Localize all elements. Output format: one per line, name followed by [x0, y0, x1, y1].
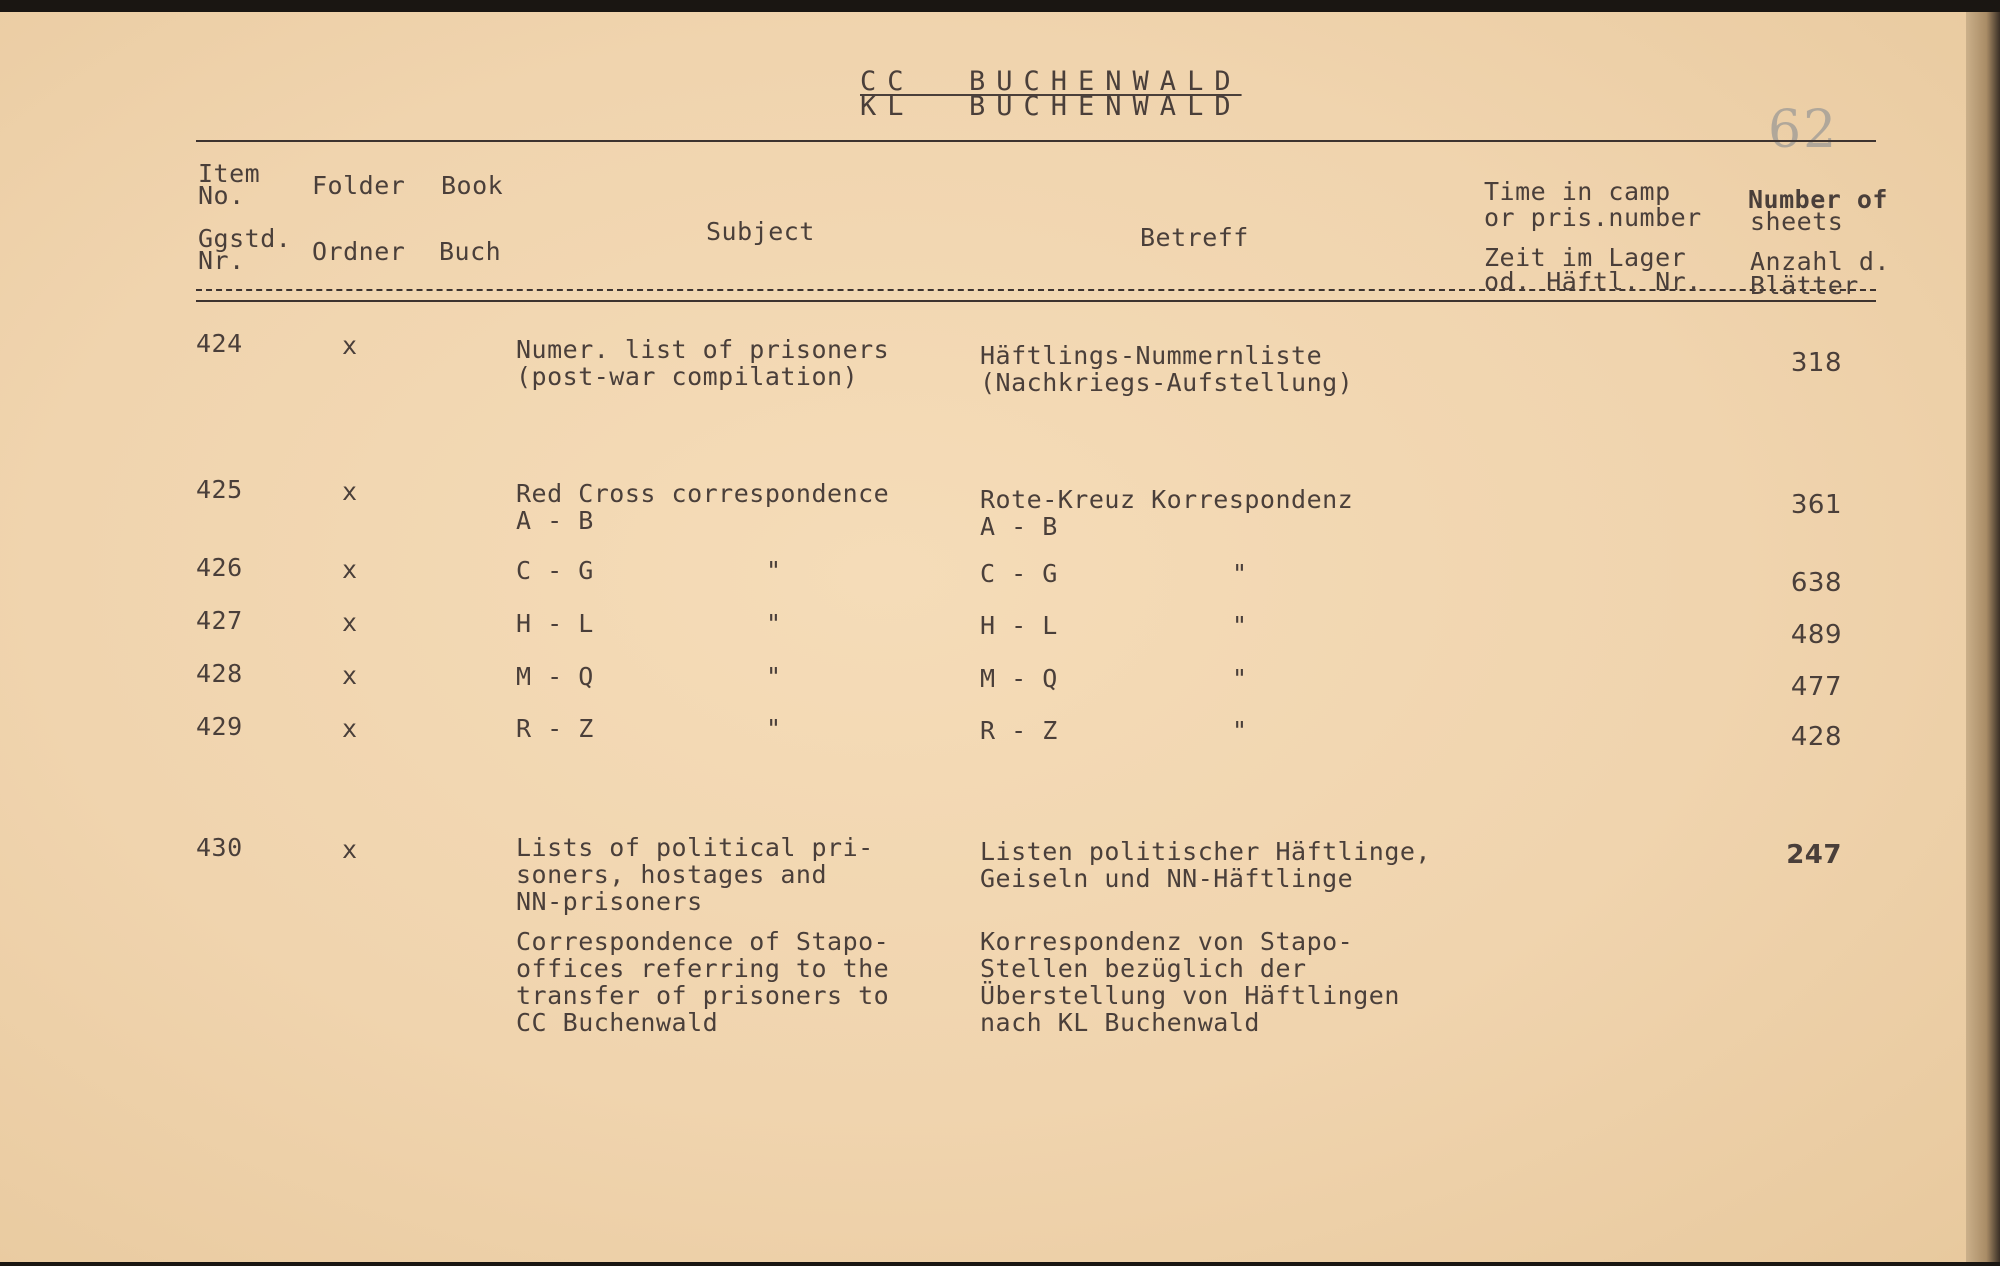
col-folder-en: Folder	[312, 171, 406, 200]
betreff-text: C - G	[980, 559, 1058, 588]
betreff-ditto: "	[1232, 559, 1248, 588]
item-number: 429	[196, 712, 243, 741]
col-sheets-de-2: Blätter	[1750, 271, 1859, 300]
subject-text: Lists of political pri- soners, hostages and NN-prisoners	[516, 833, 874, 916]
page-number: 62	[1768, 100, 1839, 160]
betreff-text: M - Q	[980, 664, 1058, 693]
col-sheets-de-1: Anzahl d.	[1750, 247, 1890, 276]
folder-mark: x	[342, 477, 358, 506]
col-subject: Subject	[706, 217, 815, 246]
col-folder-de: Ordner	[312, 237, 406, 266]
subject-ditto: "	[766, 556, 782, 585]
subject-ditto: "	[766, 662, 782, 691]
subject-ditto: "	[766, 714, 782, 743]
sheets-count: 428	[1790, 722, 1842, 752]
folder-mark: x	[342, 835, 358, 864]
item-number: 424	[196, 329, 243, 358]
sheets-count: 318	[1790, 348, 1842, 378]
sheets-count: 489	[1790, 620, 1842, 650]
page-edge	[1966, 12, 2000, 1262]
betreff-text: H - L	[980, 611, 1058, 640]
item-number: 428	[196, 659, 243, 688]
folder-mark: x	[342, 714, 358, 743]
subject-text: R - Z	[516, 714, 594, 743]
title-line-2: KL BUCHENWALD	[860, 91, 1242, 122]
betreff-text: R - Z	[980, 716, 1058, 745]
col-item-en-1: Item	[198, 159, 261, 188]
item-number: 426	[196, 553, 243, 582]
subject-ditto: "	[766, 609, 782, 638]
folder-mark: x	[342, 555, 358, 584]
sheets-count: 361	[1790, 490, 1842, 520]
subject-text: H - L	[516, 609, 594, 638]
subject-text: Red Cross correspondence A - B	[516, 479, 890, 535]
col-book-de: Buch	[439, 237, 502, 266]
betreff-ditto: "	[1232, 664, 1248, 693]
betreff-text-continued: Korrespondenz von Stapo- Stellen bezüglich der Überstellung von Häftlingen nach KL Buchenwald	[980, 927, 1400, 1037]
item-number: 430	[196, 833, 243, 862]
subject-text: C - G	[516, 556, 594, 585]
folder-mark: x	[342, 331, 358, 360]
col-betreff: Betreff	[1140, 223, 1249, 252]
col-item-en-2: No.	[198, 181, 245, 210]
header-bottom-rule	[196, 300, 1876, 302]
betreff-ditto: "	[1232, 611, 1248, 640]
item-number: 425	[196, 475, 243, 504]
folder-mark: x	[342, 661, 358, 690]
sheets-count: 638	[1790, 568, 1842, 598]
subject-text-continued: Correspondence of Stapo- offices referring to the transfer of prisoners to CC Buchenwald	[516, 927, 890, 1037]
col-item-de-1: Ggstd.	[198, 224, 292, 253]
header-top-rule	[196, 140, 1876, 142]
col-sheets-en-1: Number of	[1748, 185, 1888, 214]
col-time-en-2: or pris.number	[1484, 203, 1702, 232]
col-time-de-1: Zeit im Lager	[1484, 243, 1687, 272]
title-line-1: CC BUCHENWALD	[860, 66, 1242, 97]
sheets-count: 477	[1790, 672, 1842, 702]
item-number: 427	[196, 606, 243, 635]
betreff-text: Häftlings-Nummernliste (Nachkriegs-Aufstellung)	[980, 341, 1354, 397]
col-book-en: Book	[441, 171, 504, 200]
col-item-de-2: Nr.	[198, 246, 245, 275]
archive-page	[0, 12, 1968, 1262]
col-time-de-2: od. Häftl. Nr.	[1484, 267, 1702, 296]
col-sheets-en-2: sheets	[1750, 207, 1844, 236]
col-time-en-1: Time in camp	[1484, 177, 1671, 206]
folder-mark: x	[342, 608, 358, 637]
betreff-text: Rote-Kreuz Korrespondenz A - B	[980, 485, 1354, 541]
betreff-text: Listen politischer Häftlinge, Geiseln und NN-Häftlinge	[980, 837, 1431, 893]
subject-text: M - Q	[516, 662, 594, 691]
subject-text: Numer. list of prisoners (post-war compilation)	[516, 335, 890, 391]
sheets-count: 247	[1786, 840, 1842, 870]
betreff-ditto: "	[1232, 716, 1248, 745]
